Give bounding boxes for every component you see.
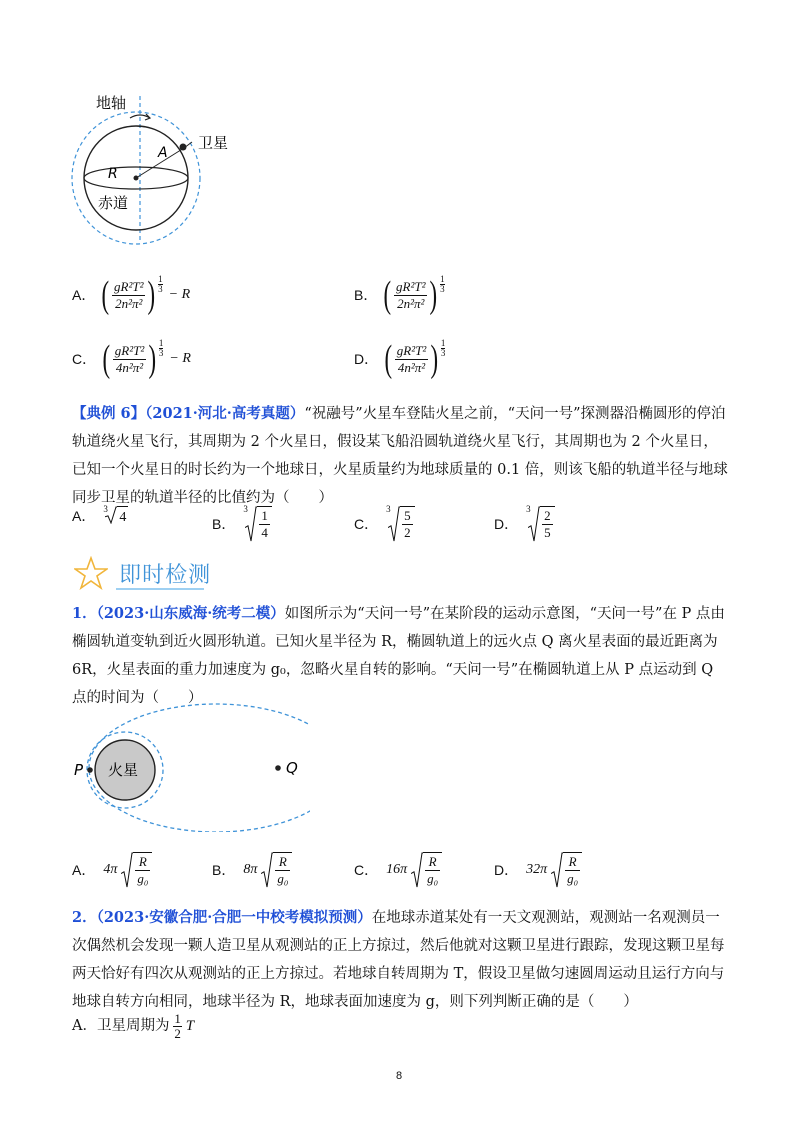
equator-label: 赤道	[98, 194, 129, 212]
example6-option-fraction-num: 1	[261, 508, 268, 523]
prev-option-exponent	[159, 339, 164, 358]
section-title: 即时检测	[119, 562, 212, 588]
prev-option-3	[354, 337, 446, 380]
prev-option-exponent	[158, 275, 163, 294]
q1-option-coef: 8π	[243, 861, 258, 877]
prev-option-exponent	[440, 275, 445, 294]
q2-text: 在地球赤道某处有一天文观测站，观测站一名观测员一次偶然机会发现一颗人造卫星从观测站的正上方掠过，然后他就对这颗卫星进行跟踪，发现这颗卫星每两天恰好有四次从观测站的正上方掠过。若地球自转周期为 T，假设卫星做匀速圆周运动且运行方向与地球自转方向相同，地球半径为 R，地球表面加速度为 g，则下列判断正确的是（ ）	[72, 910, 725, 1010]
prev-option-2	[72, 337, 191, 380]
q1-option-fraction-den: g₀	[277, 871, 289, 886]
prev-option-suffix: − R	[168, 287, 191, 302]
exponent-num: 1	[440, 337, 446, 348]
q1-option-radical	[549, 852, 582, 887]
example6-option-0	[72, 506, 128, 526]
example6-option-fraction-num: 5	[404, 508, 411, 523]
prev-option-exponent	[441, 339, 446, 358]
earth-satellite-figure	[70, 88, 250, 248]
example6-paragraph	[72, 400, 732, 512]
prev-option-expr	[382, 337, 446, 380]
prev-option-fraction-den: 2n²π²	[397, 295, 425, 311]
example6-option-letter: D．	[494, 515, 519, 532]
q1-option-coef: 32π	[526, 861, 548, 877]
left-paren: (	[384, 338, 393, 380]
example6-option-fraction-den: 2	[404, 525, 411, 540]
q1-option-fraction-den: g₀	[567, 871, 579, 886]
radius-label: R	[108, 166, 118, 182]
q1-option-radical-radicand	[273, 852, 292, 887]
mars-orbit-figure	[70, 702, 310, 832]
q1-option-letter: A．	[72, 861, 96, 878]
prev-option-fraction	[394, 279, 427, 312]
q1-option-radical-radicand	[133, 852, 152, 887]
prev-option-suffix: − R	[169, 351, 191, 366]
example6-option-radical-radicand	[117, 506, 128, 526]
q1-option-3	[494, 852, 582, 887]
example6-tag: 【典例 6】	[72, 405, 146, 422]
example6-option-radical-sign	[528, 506, 540, 542]
q2-paragraph	[72, 904, 732, 1016]
q1-option-radical-sign	[121, 852, 133, 888]
q1-option-radical-radicand	[423, 852, 442, 887]
q1-option-radical-radicand	[563, 852, 582, 887]
prev-option-expr	[381, 273, 445, 316]
exponent-num: 1	[158, 273, 163, 284]
q1-option-radical-sign	[551, 852, 563, 888]
mars-label: 火星	[108, 761, 139, 779]
prev-option-letter: C．	[72, 351, 97, 367]
q1-option-fraction-den: g₀	[137, 871, 149, 886]
q1-option-fraction	[275, 854, 290, 887]
q1-option-fraction	[565, 854, 580, 887]
example6-option-fraction-den: 4	[261, 525, 268, 540]
prev-option-fraction	[113, 343, 146, 376]
example6-option-letter: B．	[212, 515, 236, 532]
prev-option-letter: B．	[354, 287, 378, 303]
prev-option-fraction-num: gR²T²	[396, 342, 427, 358]
prev-option-fraction-den: 2n²π²	[115, 295, 143, 311]
q1-option-fraction-num: R	[565, 854, 580, 871]
q1-option-fraction-num: R	[275, 854, 290, 871]
q2-option-a	[72, 1012, 194, 1041]
section-underline	[116, 588, 204, 590]
earth-axis-label: 地轴	[96, 94, 127, 112]
example6-source: （2021·河北·高考真题）	[145, 405, 305, 422]
star-icon	[74, 556, 108, 590]
prev-option-fraction-den: 4n²π²	[115, 359, 144, 375]
q1-option-fraction-num: R	[425, 854, 440, 871]
right-paren: )	[148, 338, 157, 380]
example6-option-fraction-num: 2	[544, 508, 551, 523]
point-p-dot	[87, 767, 93, 773]
example6-option-letter: A．	[72, 508, 96, 524]
q2-source: （2023·安徽合肥·合肥一中校考模拟预测）	[96, 909, 372, 926]
q2-option-a-num: 1	[174, 1011, 181, 1026]
q2-option-a-den: 2	[174, 1026, 181, 1041]
q1-option-radical	[409, 852, 442, 887]
section-header	[74, 556, 211, 590]
example6-text: “祝融号”火星车登陆火星之前，“天问一号”探测器沿椭圆形的停泊轨道绕火星飞行，其周期为 2 个火星日，假设某飞船沿圆轨道绕火星飞行，其周期也为 2 个火星日，已知一个火星日的时长约为一个地球日，火星质量约为地球质量的 0.1 倍，则该飞船的轨道半径与地球同步卫星的轨道半径的比值约为（ ）	[72, 406, 728, 506]
q1-option-coef: 16π	[386, 861, 408, 877]
example6-option-radical-radicand	[540, 506, 555, 541]
example6-option-radical-sign	[105, 506, 117, 524]
point-q-label: Q	[286, 759, 298, 777]
example6-option-letter: C．	[354, 515, 379, 532]
q1-option-radical	[119, 852, 152, 887]
example6-option-fraction-den: 5	[544, 525, 551, 540]
prev-option-0	[72, 273, 191, 316]
right-paren: )	[430, 274, 438, 316]
q2-option-a-fraction	[173, 1012, 182, 1041]
example6-option-3	[494, 506, 555, 541]
satellite-dot	[180, 144, 187, 151]
q2-number: 2．	[72, 909, 97, 926]
page-number: 8	[396, 1070, 403, 1082]
q2-option-a-var: T	[185, 1018, 195, 1035]
prev-option-expr	[99, 273, 191, 316]
exponent-den: 3	[440, 347, 446, 358]
q1-option-radical	[259, 852, 292, 887]
left-paren: (	[102, 338, 111, 380]
prev-option-fraction	[112, 279, 145, 312]
prev-option-fraction-num: gR²T²	[114, 278, 144, 294]
prev-option-letter: A．	[72, 287, 96, 303]
q1-option-fraction	[425, 854, 440, 887]
q1-option-fraction-den: g₀	[427, 871, 439, 886]
q2-option-a-prefix: A．卫星周期为	[72, 1018, 170, 1035]
point-q-dot-visible	[275, 765, 281, 771]
q1-option-0	[72, 852, 152, 887]
example6-option-radical-radicand	[400, 506, 415, 541]
q1-option-coef: 4π	[103, 861, 118, 877]
example6-option-radical	[243, 506, 272, 541]
prev-option-fraction-den: 4n²π²	[397, 359, 426, 375]
q1-paragraph	[72, 600, 732, 712]
q1-option-letter: D．	[494, 861, 519, 878]
q1-option-fraction	[135, 854, 150, 887]
example6-option-radical-sign	[245, 506, 257, 542]
example6-option-fraction	[402, 508, 413, 541]
exponent-den: 3	[440, 283, 445, 294]
prev-option-expr	[100, 337, 191, 380]
point-p-label: P	[74, 761, 84, 779]
example6-option-radical	[103, 506, 128, 526]
radicand-value: 4	[119, 510, 127, 525]
satellite-label: 卫星	[198, 134, 229, 152]
q1-option-letter: C．	[354, 861, 379, 878]
example6-option-radical-sign	[388, 506, 400, 542]
right-paren: )	[148, 274, 156, 316]
example6-option-radical-index: 3	[243, 504, 248, 514]
q1-option-fraction-num: R	[135, 854, 150, 871]
prev-option-1	[354, 273, 445, 316]
point-a-label: A	[158, 145, 168, 161]
left-paren: (	[101, 274, 110, 316]
q1-option-1	[212, 852, 292, 887]
prev-option-letter: D．	[354, 351, 379, 367]
example6-option-radical-index: 3	[386, 504, 391, 514]
prev-option-fraction	[395, 343, 428, 376]
right-paren: )	[430, 338, 439, 380]
prev-option-fraction-num: gR²T²	[396, 278, 426, 294]
left-paren: (	[383, 274, 392, 316]
q1-option-letter: B．	[212, 861, 236, 878]
exponent-den: 3	[158, 347, 164, 358]
earth-center-dot	[134, 176, 139, 181]
q1-text: 如图所示为“天问一号”在某阶段的运动示意图，“天问一号”在 P 点由椭圆轨道变轨到近火圆形轨道。已知火星半径为 R，椭圆轨道上的远火点 Q 离火星表面的最近距离为 6R，火星表面的重力加速度为 g₀，忽略火星自转的影响。“天问一号”在椭圆轨道上从 P 点运动到 Q 点的时间为（ ）	[72, 606, 725, 706]
q1-source: （2023·山东威海·统考二模）	[96, 605, 285, 622]
example6-option-radical	[386, 506, 415, 541]
example6-option-radical-radicand	[257, 506, 272, 541]
example6-option-radical-index: 3	[526, 504, 531, 514]
exponent-num: 1	[440, 273, 445, 284]
example6-option-fraction	[259, 508, 270, 541]
q1-option-radical-sign	[411, 852, 423, 888]
q1-option-2	[354, 852, 442, 887]
example6-option-1	[212, 506, 272, 541]
exponent-num: 1	[158, 337, 164, 348]
example6-option-radical-index: 3	[103, 504, 108, 514]
example6-option-fraction	[542, 508, 553, 541]
example6-option-2	[354, 506, 415, 541]
prev-option-fraction-num: gR²T²	[114, 342, 145, 358]
q1-option-radical-sign	[261, 852, 273, 888]
exponent-den: 3	[158, 283, 163, 294]
example6-option-radical	[526, 506, 555, 541]
q1-number: 1．	[72, 605, 97, 622]
